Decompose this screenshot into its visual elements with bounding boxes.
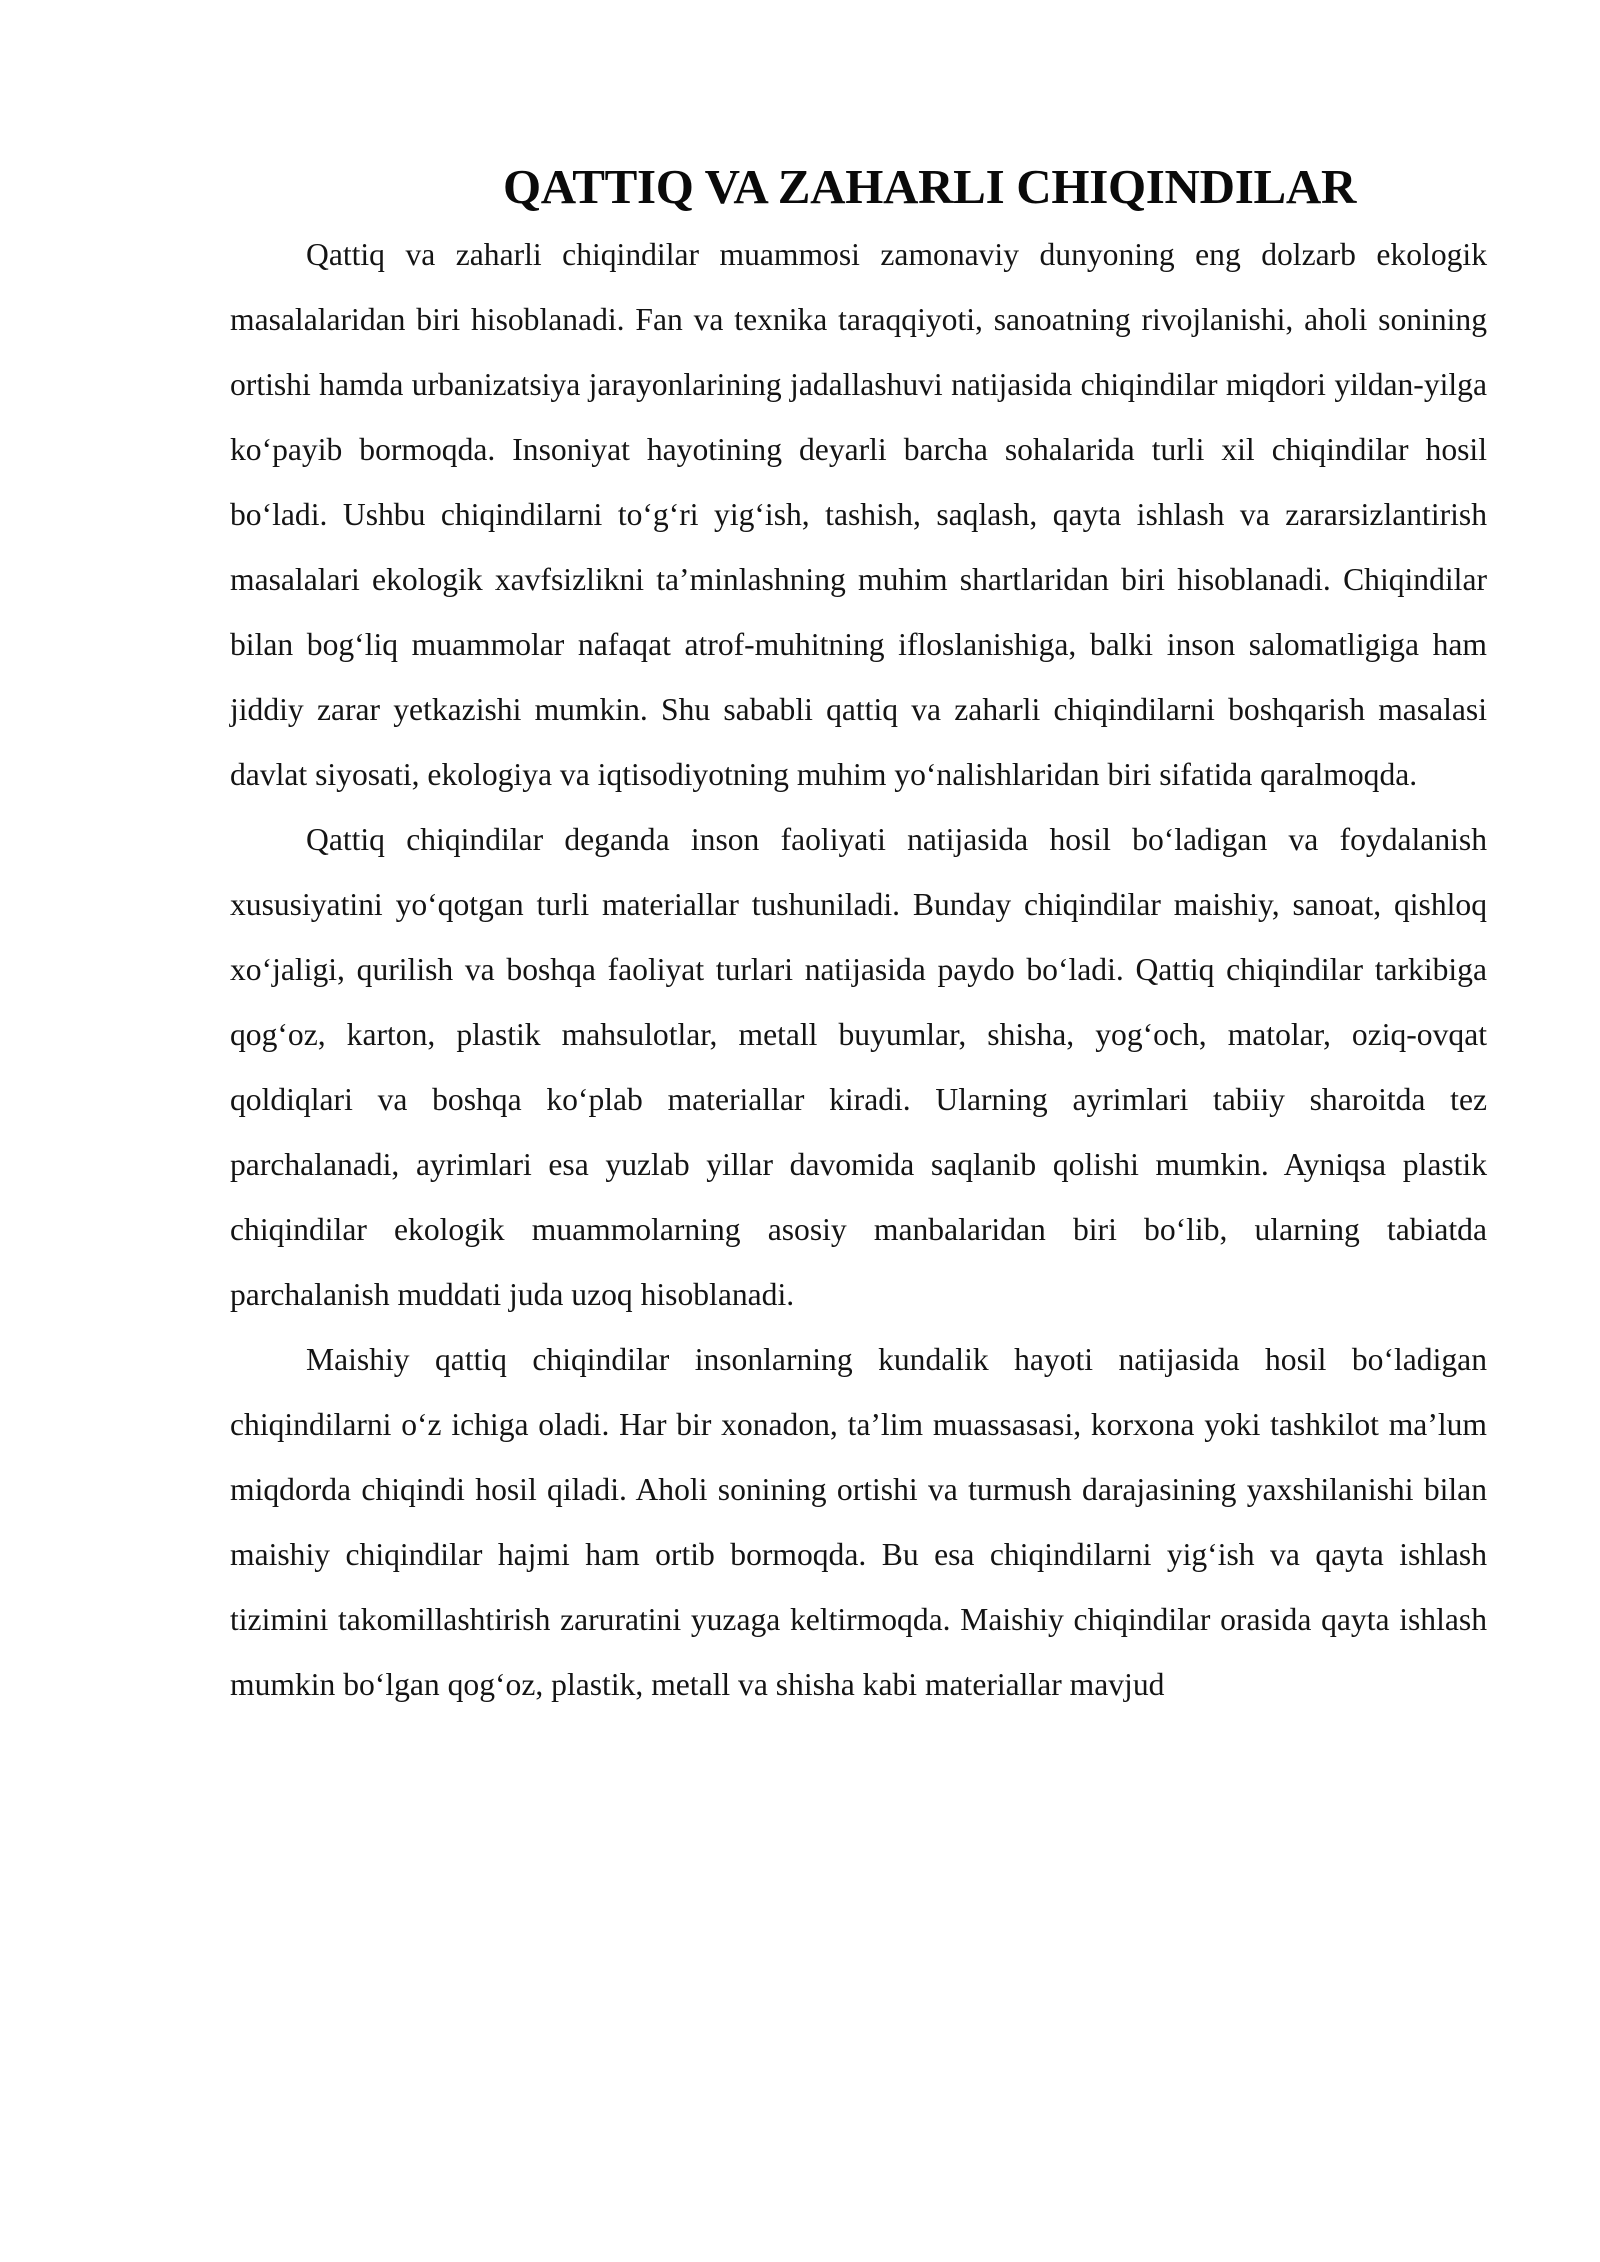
document-body xyxy=(230,155,1487,1717)
paragraph-household-waste: Maishiy qattiq chiqindilar insonlarning kundalik hayoti natijasida hosil bo‘ladigan chiqindilarni o‘z ichiga oladi. Har bir xonadon, ta’lim muassasasi, korxona yoki tashkilot ma’lum miqdorda chiqindi hosil qiladi. Aholi sonining ortishi va turmush darajasining yaxshilanishi bilan maishiy chiqindilar hajmi ham ortib bormoqda. Bu esa chiqindilarni yig‘ish va qayta ishlash tizimini takomillashtirish zaruratini yuzaga keltirmoqda. Maishiy chiqindilar orasida qayta ishlash mumkin bo‘lgan qog‘oz, plastik, metall va shisha kabi materiallar mavjud xyxy=(230,1342,1487,1702)
paragraph-intro: Qattiq va zaharli chiqindilar muammosi zamonaviy dunyoning eng dolzarb ekologik masalalaridan biri hisoblanadi. Fan va texnika taraqqiyoti, sanoatning rivojlanishi, aholi sonining ortishi hamda urbanizatsiya jarayonlarining jadallashuvi natijasida chiqindilar miqdori yildan-yilga ko‘payib bormoqda. Insoniyat hayotining deyarli barcha sohalarida turli xil chiqindilar hosil bo‘ladi. Ushbu chiqindilarni to‘g‘ri yig‘ish, tashish, saqlash, qayta ishlash va zararsizlantirish masalalari ekologik xavfsizlikni ta’minlashning muhim shartlaridan biri hisoblanadi. Chiqindilar bilan bog‘liq muammolar nafaqat atrof-muhitning ifloslanishiga, balki inson salomatligiga ham jiddiy zarar yetkazishi mumkin. Shu sababli qattiq va zaharli chiqindilarni boshqarish masalasi davlat siyosati, ekologiya va iqtisodiyotning muhim yo‘nalishlaridan biri sifatida qaralmoqda. xyxy=(230,237,1487,792)
document-title: QATTIQ VA ZAHARLI CHIQINDILAR xyxy=(502,159,1357,214)
paragraph-solid-waste: Qattiq chiqindilar deganda inson faoliyati natijasida hosil bo‘ladigan va foydalanish xususiyatini yo‘qotgan turli materiallar tushuniladi. Bunday chiqindilar maishiy, sanoat, qishloq xo‘jaligi, qurilish va boshqa faoliyat turlari natijasida paydo bo‘ladi. Qattiq chiqindilar tarkibiga qog‘oz, karton, plastik mahsulotlar, metall buyumlar, shisha, yog‘och, matolar, oziq-ovqat qoldiqlari va boshqa ko‘plab materiallar kiradi. Ularning ayrimlari tabiiy sharoitda tez parchalanadi, ayrimlari esa yuzlab yillar davomida saqlanib qolishi mumkin. Ayniqsa plastik chiqindilar ekologik muammolarning asosiy manbalaridan biri bo‘lib, ularning tabiatda parchalanish muddati juda uzoq hisoblanadi. xyxy=(230,822,1487,1312)
